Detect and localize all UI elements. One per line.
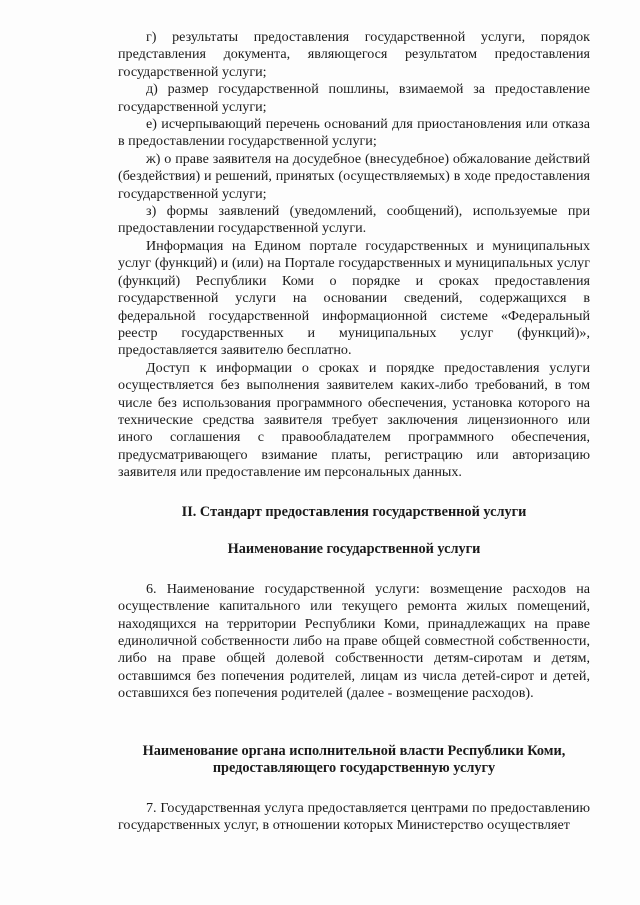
paragraph-item-e: е) исчерпывающий перечень оснований для приостановления или отказа в предоставлении государственной услуги; [118, 116, 590, 150]
paragraph-7: 7. Государственная услуга предоставляется центрами по предоставлению государственных услуг, в отношении которых Министерство осуществляет [118, 799, 590, 834]
paragraph-item-zh: ж) о праве заявителя на досудебное (внесудебное) обжалование действий (бездействия) и решений, принятых (осуществляемых) в ходе предоставления государственной услуги; [118, 150, 590, 202]
paragraph-item-d: д) размер государственной пошлины, взимаемой за предоставление государственной услуги; [118, 81, 590, 115]
subheading-authority-line1: Наименование органа исполнительной власти Республики Коми, [142, 742, 566, 759]
paragraph-access-info: Доступ к информации о сроках и порядке предоставления услуги осуществляется без выполнения заявителем каких-либо требований, в том числе без использования программного обеспечения, установка которого на технические средства заявителя требует заключения лицензионного или иного соглашения с правообладателем программного обеспечения, предусматривающего взимание платы, регистрацию или авторизацию заявителя или предоставление им персональных данных. [118, 359, 590, 481]
paragraph-6: 6. Наименование государственной услуги: возмещение расходов на осуществление капитального или текущего ремонта жилых помещений, находящихся на территории Республики Коми, принадлежащих на праве единоличной собственности либо на праве общей совместной собственности, либо на праве общей долевой собственности детям-сиротам и детям, оставшимся без попечения родителей, лицам из числа детей-сирот и детей, оставшихся без попечения родителей (далее - возмещение расходов). [118, 580, 590, 702]
paragraph-item-z: з) формы заявлений (уведомлений, сообщений), используемые при предоставлении государственной услуги. [118, 203, 590, 237]
paragraph-portal-info: Информация на Едином портале государственных и муниципальных услуг (функций) и (или) на Портале государственных и муниципальных услуг (функций) Республики Коми о порядке и сроках предоставления государственной услуги на основании сведений, содержащихся в федеральной государственной информационной системе «Федеральный реестр государственных и муниципальных услуг (функций)», предоставляется заявителю бесплатно. [118, 237, 590, 359]
subheading-authority-line2: предоставляющего государственную услугу [212, 760, 496, 777]
subheading-service-name: Наименование государственной услуги [227, 541, 481, 558]
paragraph-item-g: г) результаты предоставления государственной услуги, порядок представления документа, являющегося результатом предоставления государственной услуги; [118, 29, 590, 80]
document-text [118, 29, 590, 835]
section-title: II. Стандарт предоставления государственной услуги [181, 503, 527, 520]
